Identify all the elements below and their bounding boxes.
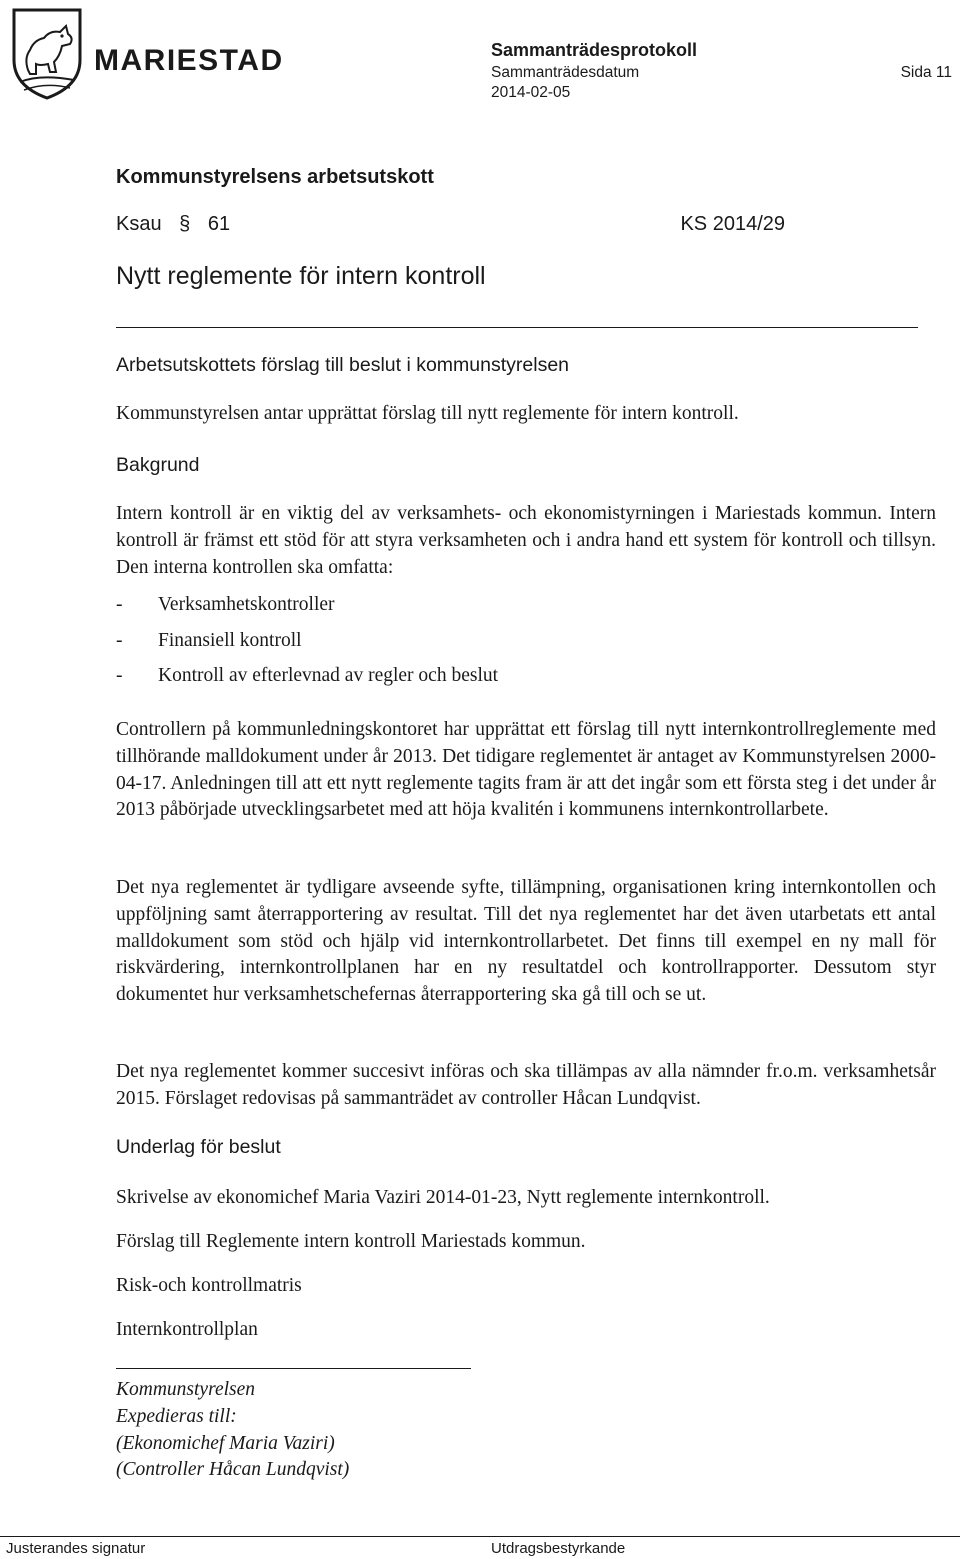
background-paragraph-4: Det nya reglementet kommer succesivt införas och ska tillämpas av alla nämnder fr.o.m. verksamhetsår 2015. Förslaget redovisas på sammanträdet av controller Håcan Lundqvist. (116, 1061, 936, 1109)
paragraph-prefix: Ksau (116, 213, 162, 235)
list-item: Kommunstyrelsen (116, 1379, 256, 1400)
list-item: Internkontrollplan (116, 1319, 258, 1340)
basis-heading: Underlag för beslut (116, 1136, 281, 1158)
meeting-date: 2014-02-05 (491, 84, 571, 101)
control-scope-list (116, 594, 498, 701)
section-symbol: § (179, 213, 191, 235)
page-number: Sida 11 (900, 64, 952, 81)
dispatch-list (116, 1377, 349, 1484)
dispatch-divider (116, 1368, 471, 1369)
list-item: Expedieras till: (116, 1405, 237, 1427)
paragraph-reference (116, 213, 230, 236)
list-item-text: Verksamhetskontroller (158, 594, 335, 615)
background-paragraph-2: Controllern på kommunledningskontoret har upprättat ett förslag till nytt internkontrollreglemente med tillhörande malldokument under år 2013. Det tidigare reglementet är antaget av Kommunstyrelsen 2000-04-17. Anledningen till att ett nytt reglemente tagits fram är att det ingår som ett första steg i det under år 2013 påbörjade utvecklingsarbetet med att höja kvalitén i kommunens internkontrollarbete. (116, 719, 936, 821)
list-item: (Controller Håcan Lundqvist) (116, 1459, 350, 1481)
list-dash: - (116, 594, 123, 615)
extract-certification-label: Utdragsbestyrkande (491, 1540, 626, 1557)
list-item-text: Kontroll av efterlevnad av regler och beslut (158, 665, 499, 686)
list-item (116, 665, 498, 701)
logo-wordmark: MARIESTAD (94, 44, 284, 77)
list-item (116, 594, 498, 630)
list-item: Skrivelse av ekonomichef Maria Vaziri 2014-01-23, Nytt reglemente internkontroll. (116, 1187, 770, 1208)
paragraph-number: 61 (207, 213, 231, 235)
background-heading: Bakgrund (116, 454, 200, 476)
crest-icon (10, 8, 90, 100)
list-item: Förslag till Reglemente intern kontroll Mariestads kommun. (116, 1231, 586, 1252)
list-item (116, 630, 498, 666)
case-number: KS 2014/29 (680, 213, 785, 235)
basis-list (116, 1187, 770, 1363)
proposal-text: Kommunstyrelsen antar upprättat förslag till nytt reglemente för intern kontroll. (116, 403, 739, 424)
title-divider (116, 327, 918, 328)
meeting-date-label: Sammanträdesdatum (491, 64, 640, 81)
list-dash: - (116, 629, 123, 651)
background-paragraph-3: Det nya reglementet är tydligare avseende syfte, tillämpning, organisationen kring internkontollen och uppföljning samt återrapportering av resultat. Till det nya reglementet har det även utarbetats ett antal malldokument som stöd och hjälp vid internkontrollarbetet. Det finns till exempel en ny mall för riskvärdering, internkontrollplanen har en ny resultatdel och kontrollrapporter. Dessutom styr dokumentet hur verksamhetschefernas återrapportering ska gå till och se ut. (116, 877, 936, 1006)
list-item-text: Finansiell kontroll (158, 629, 302, 651)
page-title: Nytt reglemente för intern kontroll (116, 262, 486, 290)
list-item: Risk-och kontrollmatris (116, 1275, 302, 1296)
list-dash: - (116, 665, 123, 686)
proposal-heading: Arbetsutskottets förslag till beslut i kommunstyrelsen (116, 354, 570, 376)
signature-label: Justerandes signatur (6, 1540, 146, 1557)
background-paragraph-1: Intern kontroll är en viktig del av verksamhets- och ekonomistyrningen i Mariestads kommun. Intern kontroll är främst ett stöd för att styra verksamheten och i andra hand ett system för kontroll och tillsyn. Den interna kontrollen ska omfatta: (116, 503, 936, 578)
municipality-logo (10, 8, 284, 100)
document-type: Sammanträdesprotokoll (491, 40, 698, 60)
footer-divider (0, 1536, 960, 1537)
committee-name: Kommunstyrelsens arbetsutskott (116, 166, 434, 188)
list-item: (Ekonomichef Maria Vaziri) (116, 1432, 335, 1454)
